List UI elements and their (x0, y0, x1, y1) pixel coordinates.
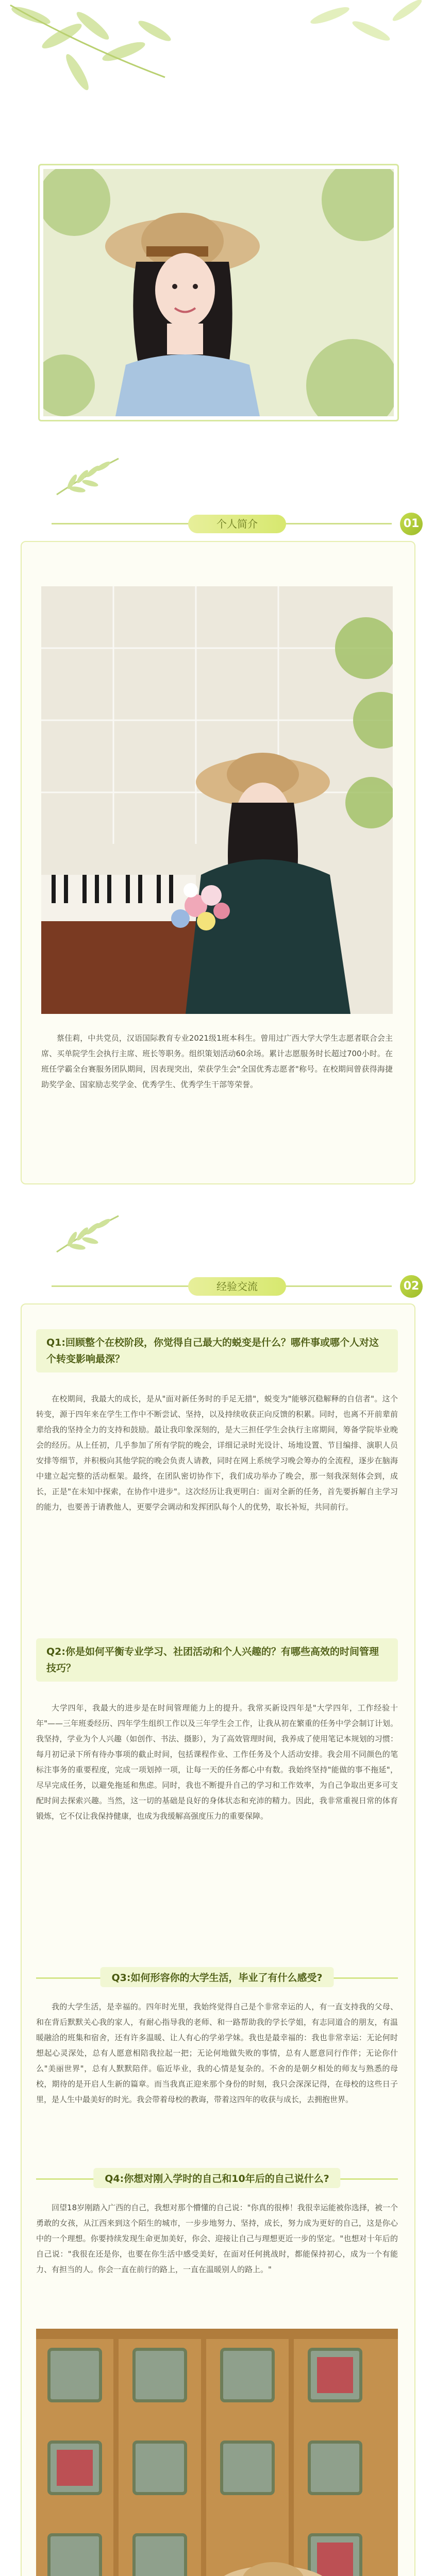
question-label-q3: Q3:如何形容你的大学生活，毕业了有什么感受? (101, 1967, 334, 1987)
question-box-q2 (36, 1638, 398, 1682)
section-header-profile (52, 513, 423, 535)
section-title-pill (188, 1277, 286, 1296)
profile-bio: 蔡佳莉，中共党员，汉语国际教育专业2021级1班本科生。曾用过广西大学大学生志愿者联合会主席、买单院学生会执行主席、班长等职务。组织策划活动60余场。累计志愿服务时长超过700小时。在班任学霸全台赛服务团队期间，因表现突出，荣获学生会"全国优秀志愿者"称号。在校期间曾获得海捷助奖学金、国家励志奖学金、优秀学生、优秀学生干部等荣誉。 (41, 1033, 393, 1089)
answer-text: 大学四年，我最大的进步是在时间管理能力上的提升。我常买新设四年是"大学四年，工作经验十年"——三年班委经历、四年学生组织工作以及三年学生会工作，让我从初在繁重的任务中学会制订计划。我坚持，学业为个人兴趣（如创作、书法、摄影），为了高效管理时间，我养成了使用笔记本规划的习惯：每月初记录下所有待办事项的截止时间，包括课程作业、工作任务及个人活动安排。我会用不同颜色的笔标注事务的重要程度，完成一项划掉一项，让每一天的任务都心中有数。我始终坚持"能做的事不拖延"，尽早完成任务，以避免拖延和焦虑。同时，我也不断提升自己的学习和工作效率，为自己争取出更多可支配时间去探索兴趣。当然，这一切的基础是良好的身体状态和充沛的精力。因此，我非常重视日常的体育锻炼，它不仅让我保持健康，也成为我缓解高强度压力的重要保障。 (36, 1703, 398, 1821)
question-text: Q2:你是如何平衡专业学习、社团活动和个人兴趣的？有哪些高效的时间管理技巧？ (46, 1646, 379, 1674)
question-box-q1 (36, 1329, 398, 1372)
top-leaf-decoration (0, 0, 434, 108)
stamp-wall-photo (36, 2329, 398, 2576)
answer-text: 在校期间，我最大的成长，是从"面对新任务时的手足无措"，蜕变为"能够沉稳解释的自信者"。这个转变，源于四年来在学生工作中不断尝试、坚持，以及持续收获正向反馈的积累。同时，也离不开前辈前辈给我的坚持全力的支持和鼓励。最让我印象深刻的，是大三担任学生会执行主席期间，筹备学院毕业晚会的经历。从上任初，几乎参加了所有学院的晚会，详细记录时光设计、场地设置、节目编排、演职人员安排等细节，并积极向其他学院的晚会负责人请教，同时在网上系统学习晚会筹办的全流程，逐步在脑海中建立起完整的活动框架。最终，在团队密切协作下，我们成功举办了晚会，那一刻我深刻体会到，成长，正是"在未知中探索，在协作中进步"。这次经历让我更明白：面对全新的任务，首先要拆解自主学习的能力，也要善于请教他人，更要学会调动和发挥团队每个人的优势，取长补短，共同前行。 (36, 1394, 398, 1512)
answer-text: 我的大学生活，是幸福的。四年时光里，我始终觉得自己是个非常幸运的人，有一直支持我的父母、和在背后默默关心我的家人，有耐心指导我的老师、和一路帮助我的学长学姐，有志同道合的朋友，有温暖融洽的班集和宿舍，还有许多温暖、让人有心的学弟学妹。我也是最幸福的：我也非常幸运：无论何时想起心灵深处，总有人愿意相陪我拉起一把；无论何地做失败的事情，总有人愿意同行作伴；无论你什么"美丽世界"，总有人默默陪伴。临近毕业，我的心情是复杂的。不舍的是朝夕相处的师友与熟悉的母校，期待的是开启人生新的篇章。而当我真正迎来那个身份的时刻，我只会深深记得，在母校的这些日子里，是人生中最美好的时光。我会带着母校的教诲，带着这四年的收获与成长，去拥抱世界。 (36, 2002, 398, 2104)
section-title-pill (188, 515, 286, 533)
answer-block-q4 (36, 2200, 398, 2277)
answer-block-q3 (36, 1999, 398, 2107)
answer-block-q2 (36, 1700, 398, 1824)
leaf-sprig-icon (52, 1211, 124, 1257)
leaf-sprig-icon (52, 453, 124, 500)
profile-piano-photo (41, 586, 393, 1014)
section-title: 经验交流 (216, 1280, 258, 1293)
question-label-q4: Q4:你想对刚入学时的自己和10年后的自己说什么? (93, 2168, 340, 2188)
section-title: 个人简介 (216, 518, 258, 530)
answer-block-q1 (36, 1391, 398, 1515)
top-portrait-photo (43, 169, 394, 416)
section-number-badge: 01 (400, 513, 423, 535)
question-text: Q1:回顾整个在校阶段，你觉得自己最大的蜕变是什么？哪件事或哪个人对这个转变影响最深？ (46, 1337, 379, 1365)
section-number-badge: 02 (400, 1275, 423, 1298)
section-header-exchange (52, 1275, 423, 1298)
answer-text: 回望18岁刚踏入广西的自己，我想对那个懵懂的自己说："你真的很棒！我很幸运能被你选择，被一个勇敢的女孩，从江西来到这个陌生的城市，一步步地努力、坚持，成长，努力成为更好的自己，这是你心中的一个理想。你要持续发现生命更加美好，你会、迎接让自己与理想更近一步的坚定。"也想对十年后的自己说："我很在还是你，也要在你生活中感受美好，在面对任何挑战时，都能保持初心，成为一个有能力、有担当的人。你会一直在前行的路上，一直在温暖别人的路上。" (36, 2203, 398, 2274)
profile-bio-block (41, 1030, 393, 1092)
